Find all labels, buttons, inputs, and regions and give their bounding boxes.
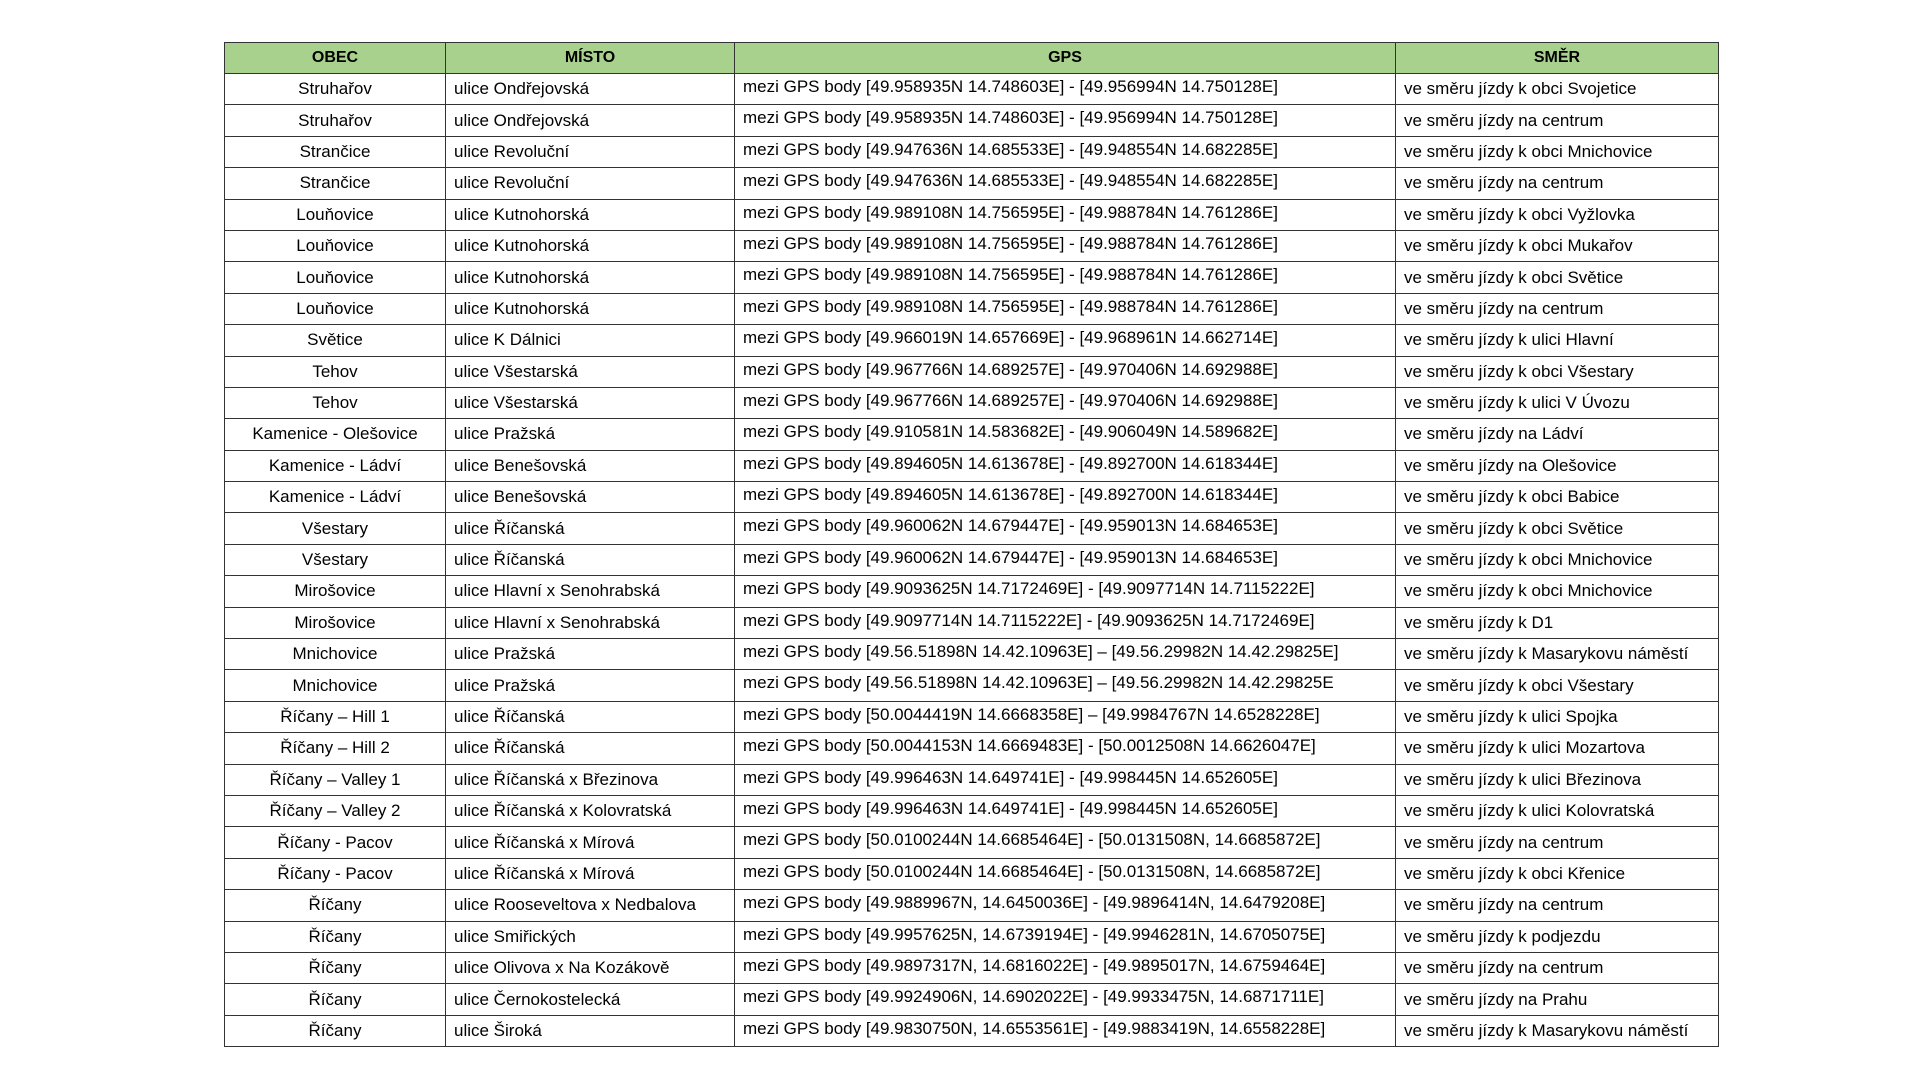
misto-cell: ulice Smiřických xyxy=(446,921,735,952)
obec-cell: Říčany – Valley 1 xyxy=(225,764,446,795)
smer-cell: ve směru jízdy k obci Všestary xyxy=(1396,356,1719,387)
smer-cell: ve směru jízdy na Prahu xyxy=(1396,984,1719,1015)
smer-cell: ve směru jízdy k obci Vyžlovka xyxy=(1396,199,1719,230)
gps-cell: mezi GPS body [50.0100244N 14.6685464E] - [50.0131508N, 14.6685872E] xyxy=(735,827,1396,858)
smer-cell: ve směru jízdy k Masarykovu náměstí xyxy=(1396,1015,1719,1046)
obec-cell: Říčany - Pacov xyxy=(225,827,446,858)
misto-cell: ulice Olivova x Na Kozákově xyxy=(446,952,735,983)
gps-cell: mezi GPS body [49.989108N 14.756595E] - [49.988784N 14.761286E] xyxy=(735,262,1396,293)
smer-cell: ve směru jízdy k obci Světice xyxy=(1396,262,1719,293)
smer-cell: ve směru jízdy k ulici Spojka xyxy=(1396,701,1719,732)
table-row xyxy=(225,513,1719,544)
obec-cell: Tehov xyxy=(225,387,446,418)
obec-cell: Říčany xyxy=(225,1015,446,1046)
table-row xyxy=(225,701,1719,732)
smer-cell: ve směru jízdy k obci Světice xyxy=(1396,513,1719,544)
gps-cell: mezi GPS body [49.967766N 14.689257E] - [49.970406N 14.692988E] xyxy=(735,387,1396,418)
table-row xyxy=(225,921,1719,952)
misto-cell: ulice Široká xyxy=(446,1015,735,1046)
obec-cell: Louňovice xyxy=(225,199,446,230)
table-row xyxy=(225,230,1719,261)
obec-cell: Tehov xyxy=(225,356,446,387)
obec-cell: Říčany xyxy=(225,984,446,1015)
obec-cell: Kamenice - Olešovice xyxy=(225,419,446,450)
speed-check-locations-table xyxy=(224,42,1719,1047)
table-row xyxy=(225,858,1719,889)
obec-cell: Světice xyxy=(225,325,446,356)
smer-cell: ve směru jízdy na centrum xyxy=(1396,827,1719,858)
smer-cell: ve směru jízdy k ulici Kolovratská xyxy=(1396,795,1719,826)
obec-cell: Říčany – Hill 2 xyxy=(225,733,446,764)
smer-cell: ve směru jízdy k ulici Březinova xyxy=(1396,764,1719,795)
table-row xyxy=(225,356,1719,387)
table-header xyxy=(225,43,1719,74)
table-row xyxy=(225,387,1719,418)
misto-cell: ulice K Dálnici xyxy=(446,325,735,356)
obec-cell: Strančice xyxy=(225,168,446,199)
table-row xyxy=(225,168,1719,199)
misto-cell: ulice Říčanská x Kolovratská xyxy=(446,795,735,826)
smer-cell: ve směru jízdy k obci Mnichovice xyxy=(1396,136,1719,167)
obec-cell: Strančice xyxy=(225,136,446,167)
column-header-misto: MÍSTO xyxy=(446,43,735,74)
obec-cell: Louňovice xyxy=(225,293,446,324)
smer-cell: ve směru jízdy na centrum xyxy=(1396,952,1719,983)
misto-cell: ulice Kutnohorská xyxy=(446,262,735,293)
gps-cell: mezi GPS body [49.56.51898N 14.42.10963E] – [49.56.29982N 14.42.29825E xyxy=(735,670,1396,701)
misto-cell: ulice Hlavní x Senohrabská xyxy=(446,576,735,607)
table-row xyxy=(225,199,1719,230)
misto-cell: ulice Ondřejovská xyxy=(446,74,735,105)
smer-cell: ve směru jízdy na centrum xyxy=(1396,168,1719,199)
table-row xyxy=(225,607,1719,638)
obec-cell: Mirošovice xyxy=(225,607,446,638)
table-row xyxy=(225,325,1719,356)
table-row xyxy=(225,795,1719,826)
gps-cell: mezi GPS body [49.958935N 14.748603E] - [49.956994N 14.750128E] xyxy=(735,105,1396,136)
table-row xyxy=(225,293,1719,324)
smer-cell: ve směru jízdy k obci Svojetice xyxy=(1396,74,1719,105)
table-row xyxy=(225,670,1719,701)
misto-cell: ulice Pražská xyxy=(446,639,735,670)
table-row xyxy=(225,262,1719,293)
smer-cell: ve směru jízdy k obci Křenice xyxy=(1396,858,1719,889)
gps-cell: mezi GPS body [50.0100244N 14.6685464E] - [50.0131508N, 14.6685872E] xyxy=(735,858,1396,889)
obec-cell: Všestary xyxy=(225,513,446,544)
misto-cell: ulice Říčanská xyxy=(446,513,735,544)
obec-cell: Všestary xyxy=(225,544,446,575)
misto-cell: ulice Kutnohorská xyxy=(446,293,735,324)
obec-cell: Kamenice - Ládví xyxy=(225,482,446,513)
gps-cell: mezi GPS body [49.996463N 14.649741E] - [49.998445N 14.652605E] xyxy=(735,795,1396,826)
gps-cell: mezi GPS body [49.958935N 14.748603E] - [49.956994N 14.750128E] xyxy=(735,74,1396,105)
table-row xyxy=(225,984,1719,1015)
misto-cell: ulice Ondřejovská xyxy=(446,105,735,136)
misto-cell: ulice Všestarská xyxy=(446,356,735,387)
misto-cell: ulice Všestarská xyxy=(446,387,735,418)
table-row xyxy=(225,544,1719,575)
misto-cell: ulice Benešovská xyxy=(446,450,735,481)
table-row xyxy=(225,105,1719,136)
gps-cell: mezi GPS body [50.0044153N 14.6669483E] - [50.0012508N 14.6626047E] xyxy=(735,733,1396,764)
misto-cell: ulice Říčanská xyxy=(446,544,735,575)
smer-cell: ve směru jízdy na centrum xyxy=(1396,293,1719,324)
obec-cell: Říčany – Hill 1 xyxy=(225,701,446,732)
misto-cell: ulice Kutnohorská xyxy=(446,230,735,261)
misto-cell: ulice Říčanská x Mírová xyxy=(446,827,735,858)
gps-cell: mezi GPS body [49.960062N 14.679447E] - [49.959013N 14.684653E] xyxy=(735,544,1396,575)
misto-cell: ulice Kutnohorská xyxy=(446,199,735,230)
misto-cell: ulice Hlavní x Senohrabská xyxy=(446,607,735,638)
gps-cell: mezi GPS body [49.9897317N, 14.6816022E] - [49.9895017N, 14.6759464E] xyxy=(735,952,1396,983)
misto-cell: ulice Říčanská xyxy=(446,733,735,764)
smer-cell: ve směru jízdy k podjezdu xyxy=(1396,921,1719,952)
gps-cell: mezi GPS body [49.910581N 14.583682E] - [49.906049N 14.589682E] xyxy=(735,419,1396,450)
table-row xyxy=(225,450,1719,481)
obec-cell: Kamenice - Ládví xyxy=(225,450,446,481)
smer-cell: ve směru jízdy k obci Mnichovice xyxy=(1396,576,1719,607)
gps-cell: mezi GPS body [49.967766N 14.689257E] - [49.970406N 14.692988E] xyxy=(735,356,1396,387)
gps-cell: mezi GPS body [49.989108N 14.756595E] - [49.988784N 14.761286E] xyxy=(735,293,1396,324)
table-row xyxy=(225,419,1719,450)
table-row xyxy=(225,136,1719,167)
misto-cell: ulice Říčanská x Březinova xyxy=(446,764,735,795)
obec-cell: Louňovice xyxy=(225,262,446,293)
misto-cell: ulice Říčanská x Mírová xyxy=(446,858,735,889)
misto-cell: ulice Říčanská xyxy=(446,701,735,732)
table-row xyxy=(225,764,1719,795)
table-row xyxy=(225,74,1719,105)
gps-cell: mezi GPS body [49.989108N 14.756595E] - [49.988784N 14.761286E] xyxy=(735,230,1396,261)
gps-cell: mezi GPS body [49.9097714N 14.7115222E] - [49.9093625N 14.7172469E] xyxy=(735,607,1396,638)
obec-cell: Říčany xyxy=(225,921,446,952)
misto-cell: ulice Rooseveltova x Nedbalova xyxy=(446,890,735,921)
smer-cell: ve směru jízdy na Olešovice xyxy=(1396,450,1719,481)
smer-cell: ve směru jízdy k Masarykovu náměstí xyxy=(1396,639,1719,670)
smer-cell: ve směru jízdy k ulici V Úvozu xyxy=(1396,387,1719,418)
obec-cell: Říčany - Pacov xyxy=(225,858,446,889)
table-row xyxy=(225,482,1719,513)
smer-cell: ve směru jízdy k obci Babice xyxy=(1396,482,1719,513)
header-row xyxy=(225,43,1719,74)
gps-cell: mezi GPS body [49.9889967N, 14.6450036E] - [49.9896414N, 14.6479208E] xyxy=(735,890,1396,921)
smer-cell: ve směru jízdy na centrum xyxy=(1396,890,1719,921)
gps-cell: mezi GPS body [49.989108N 14.756595E] - [49.988784N 14.761286E] xyxy=(735,199,1396,230)
smer-cell: ve směru jízdy na centrum xyxy=(1396,105,1719,136)
table-row xyxy=(225,639,1719,670)
table-row xyxy=(225,827,1719,858)
gps-cell: mezi GPS body [49.56.51898N 14.42.10963E] – [49.56.29982N 14.42.29825E] xyxy=(735,639,1396,670)
gps-cell: mezi GPS body [49.947636N 14.685533E] - [49.948554N 14.682285E] xyxy=(735,168,1396,199)
gps-cell: mezi GPS body [49.9924906N, 14.6902022E] - [49.9933475N, 14.6871711E] xyxy=(735,984,1396,1015)
table-row xyxy=(225,1015,1719,1046)
obec-cell: Říčany xyxy=(225,890,446,921)
obec-cell: Mnichovice xyxy=(225,639,446,670)
gps-cell: mezi GPS body [49.9830750N, 14.6553561E] - [49.9883419N, 14.6558228E] xyxy=(735,1015,1396,1046)
gps-cell: mezi GPS body [50.0044419N 14.6668358E] – [49.9984767N 14.6528228E] xyxy=(735,701,1396,732)
obec-cell: Říčany xyxy=(225,952,446,983)
smer-cell: ve směru jízdy k ulici Hlavní xyxy=(1396,325,1719,356)
obec-cell: Mirošovice xyxy=(225,576,446,607)
gps-cell: mezi GPS body [49.894605N 14.613678E] - [49.892700N 14.618344E] xyxy=(735,450,1396,481)
obec-cell: Mnichovice xyxy=(225,670,446,701)
misto-cell: ulice Pražská xyxy=(446,670,735,701)
smer-cell: ve směru jízdy k obci Mukařov xyxy=(1396,230,1719,261)
misto-cell: ulice Benešovská xyxy=(446,482,735,513)
gps-cell: mezi GPS body [49.894605N 14.613678E] - [49.892700N 14.618344E] xyxy=(735,482,1396,513)
table-row xyxy=(225,733,1719,764)
table-body xyxy=(225,74,1719,1047)
table-row xyxy=(225,576,1719,607)
gps-cell: mezi GPS body [49.996463N 14.649741E] - [49.998445N 14.652605E] xyxy=(735,764,1396,795)
table-row xyxy=(225,952,1719,983)
smer-cell: ve směru jízdy k obci Všestary xyxy=(1396,670,1719,701)
misto-cell: ulice Revoluční xyxy=(446,168,735,199)
gps-cell: mezi GPS body [49.960062N 14.679447E] - [49.959013N 14.684653E] xyxy=(735,513,1396,544)
obec-cell: Louňovice xyxy=(225,230,446,261)
smer-cell: ve směru jízdy na Ládví xyxy=(1396,419,1719,450)
gps-cell: mezi GPS body [49.9093625N 14.7172469E] - [49.9097714N 14.7115222E] xyxy=(735,576,1396,607)
gps-cell: mezi GPS body [49.947636N 14.685533E] - [49.948554N 14.682285E] xyxy=(735,136,1396,167)
gps-cell: mezi GPS body [49.966019N 14.657669E] - [49.968961N 14.662714E] xyxy=(735,325,1396,356)
obec-cell: Struhařov xyxy=(225,105,446,136)
misto-cell: ulice Revoluční xyxy=(446,136,735,167)
column-header-smer: SMĚR xyxy=(1396,43,1719,74)
column-header-gps: GPS xyxy=(735,43,1396,74)
column-header-obec: OBEC xyxy=(225,43,446,74)
smer-cell: ve směru jízdy k ulici Mozartova xyxy=(1396,733,1719,764)
table-row xyxy=(225,890,1719,921)
gps-cell: mezi GPS body [49.9957625N, 14.6739194E] - [49.9946281N, 14.6705075E] xyxy=(735,921,1396,952)
smer-cell: ve směru jízdy k obci Mnichovice xyxy=(1396,544,1719,575)
misto-cell: ulice Černokostelecká xyxy=(446,984,735,1015)
misto-cell: ulice Pražská xyxy=(446,419,735,450)
obec-cell: Struhařov xyxy=(225,74,446,105)
obec-cell: Říčany – Valley 2 xyxy=(225,795,446,826)
smer-cell: ve směru jízdy k D1 xyxy=(1396,607,1719,638)
speed-check-table-container xyxy=(224,42,1718,1047)
